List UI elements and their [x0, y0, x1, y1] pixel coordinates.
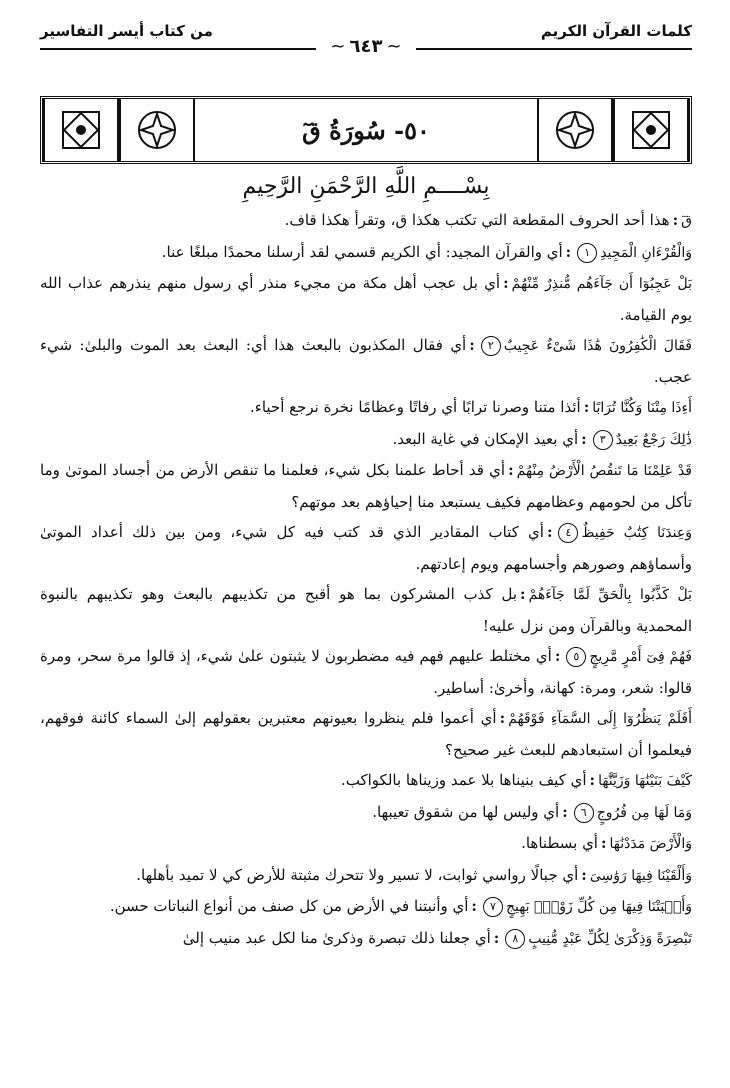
explanation-text: أي بسطناها.: [521, 834, 598, 852]
tafsir-entry: بَلْ كَذَّبُوا بِالْحَقِّ لَمَّا جَآءَهُمْ:بل كذب المشركون بما هو أقبح من تكذيبهم بالبعث وهو تكذيبهم بالنبوة المحمدية وبالقرآن ومن نزل عليه!: [40, 585, 692, 635]
tafsir-entry: فَهُمْ فِىٓ أَمْرٍ مَّرِيجٍ٥:أي مختلط عليهم فهم فيه مضطربون لا يثبتون علىٰ شيء، إذ قالوا مرة سحر، ومرة قالوا: شعر، ومرة: كهانة، وأخرىٰ: أساطير.: [40, 647, 692, 697]
explanation-text: أي كيف بنيناها بلا عمد وزيناها بالكواكب.: [340, 771, 587, 789]
quran-phrase: بَلْ عَجِبُوٓا أَن جَآءَهُم مُّنذِرٌ مِّنْهُمْ: [511, 276, 692, 292]
quran-phrase: فَقَالَ الْكَٰفِرُونَ هَٰذَا شَىْءٌ عَجِيبٌ: [503, 338, 692, 354]
basmala: بِسْــــمِ اللَّهِ الرَّحْمَنِ الرَّحِيمِ: [242, 174, 490, 199]
tafsir-entry: قٓ:هذا أحد الحروف المقطعة التي تكتب هكذا ق، وتقرأ هكذا قاف.: [284, 211, 692, 229]
explanation-text: أي جبالًا رواسي ثوابت، لا تسير ولا تتحرك مثبتة للأرض كي لا تميد بأهلها.: [136, 865, 579, 884]
tafsir-entry: وَعِندَنَا كِتَٰبٌ حَفِيظٌ٤:أي كتاب المقادير الذي قد كتب فيه كل شيء، ومن بين ذلك أعداد الموتىٰ وأسماؤهم وصورهم وأجسامهم ويوم إعادتهم.: [40, 523, 692, 573]
tafsir-entry: وَأَنۢبَتْنَا فِيهَا مِن كُلِّ زَوْجٍۭ بَهِيجٍ٧:أي وأنبتنا في الأرض من كل صنف من أنواع النباتات حسن.: [109, 897, 692, 915]
explanation-text: أي فقال المكذبون بالبعث هذا أي: البعث بعد الموت والبلىٰ: شيء عجب.: [40, 336, 692, 386]
verse-number-icon: ٤: [558, 523, 578, 543]
explanation-text: أي وليس لها من شقوق تعيبها.: [372, 802, 560, 821]
quran-phrase: ذَٰلِكَ رَجْعٌ بَعِيدٌ: [615, 431, 692, 448]
explanation-text: أي جعلنا ذلك تبصرة وذكرىٰ منا لكل عبد منيب إلىٰ: [182, 928, 491, 947]
ornament-right-icon: [613, 99, 689, 161]
quran-phrase: تَبْصِرَةً وَذِكْرَىٰ لِكُلِّ عَبْدٍ مُّنِيبٍ: [528, 930, 692, 947]
verse-number-icon: ٥: [566, 647, 586, 667]
tafsir-entry: تَبْصِرَةً وَذِكْرَىٰ لِكُلِّ عَبْدٍ مُّنِيبٍ٨:أي جعلنا ذلك تبصرة وذكرىٰ منا لكل عبد منيب إلىٰ: [182, 928, 692, 947]
explanation-text: أي أعموا فلم ينظروا بعيونهم معتبرين بعقولهم إلىٰ السماء كائنة فوقهم، فيعلموا أن استبعادهم للبعث غير صحيح؟: [40, 709, 692, 759]
page: [40, 22, 692, 1072]
quran-phrase: وَمَا لَهَا مِن فُرُوجٍ: [596, 804, 692, 821]
verse-number-icon: ٦: [574, 803, 594, 823]
explanation-text: أي قد أحاط علمنا بكل شيء، فعلمنا ما تنقص الأرض من أجساد الموتىٰ وما تأكل من لحومهم وعظامهم فكيف يستبعد منا إحياؤهم بعد موتهم؟: [40, 461, 692, 511]
header-book-name: من كتاب أيسر التفاسير: [40, 22, 213, 40]
surah-banner: [40, 96, 692, 164]
ornament-inner-left-icon: [119, 99, 195, 161]
quran-phrase: أَفَلَمْ يَنظُرُوٓا إِلَى السَّمَآءِ فَوْقَهُمْ: [508, 711, 692, 727]
ornament-left-icon: [43, 99, 119, 161]
explanation-text: بل كذب المشركون بما هو أقبح من تكذيبهم بالبعث وهو تكذيبهم بالنبوة المحمدية وبالقرآن ومن نزل عليه!: [40, 585, 692, 635]
surah-title: ٥٠- سُورَةُ قٓ: [302, 115, 430, 145]
quran-phrase: فَهُمْ فِىٓ أَمْرٍ مَّرِيجٍ: [589, 649, 692, 665]
verse-number-icon: ٨: [505, 929, 525, 949]
tafsir-entry: كَيْفَ بَنَيْنَٰهَا وَزَيَّنَّٰهَا:أي كيف بنيناها بلا عمد وزيناها بالكواكب.: [340, 771, 692, 789]
quran-phrase: وَالْأَرْضَ مَدَدْنَٰهَا: [609, 836, 692, 852]
verse-number-icon: ١: [577, 243, 597, 263]
tafsir-entry: قَدْ عَلِمْنَا مَا تَنقُصُ الْأَرْضُ مِنْهُمْ:أي قد أحاط علمنا بكل شيء، فعلمنا ما تنقص الأرض من أجساد الموتىٰ وما تأكل من لحومهم وعظامهم فكيف يستبعد منا إحياؤهم بعد موتهم؟: [40, 461, 692, 511]
tafsir-entry: ذَٰلِكَ رَجْعٌ بَعِيدٌ٣:أي بعيد الإمكان في غاية البعد.: [392, 429, 692, 448]
verse-number-icon: ٣: [593, 430, 613, 450]
quran-phrase: كَيْفَ بَنَيْنَٰهَا وَزَيَّنَّٰهَا: [598, 773, 692, 789]
tafsir-entry: فَقَالَ الْكَٰفِرُونَ هَٰذَا شَىْءٌ عَجِيبٌ٢:أي فقال المكذبون بالبعث هذا أي: البعث بعد الموت والبلىٰ: شيء عجب.: [40, 336, 692, 386]
quran-phrase: أَءِذَا مِتْنَا وَكُنَّا تُرَابًا: [592, 400, 692, 416]
verse-number-icon: ٧: [483, 897, 503, 917]
explanation-text: هذا أحد الحروف المقطعة التي تكتب هكذا ق، وتقرأ هكذا قاف.: [284, 211, 670, 229]
ornament-inner-right-icon: [537, 99, 613, 161]
tafsir-entry: وَمَا لَهَا مِن فُرُوجٍ٦:أي وليس لها من شقوق تعيبها.: [372, 802, 692, 821]
quran-phrase: قٓ: [681, 213, 692, 229]
explanation-text: أي بعيد الإمكان في غاية البعد.: [392, 429, 579, 448]
tafsir-entry: أَءِذَا مِتْنَا وَكُنَّا تُرَابًا:أئذا متنا وصرنا ترابًا أي رفاتًا وعظامًا نخرة نرجع أحياء.: [250, 398, 692, 416]
explanation-text: أي بل عجب أهل مكة من مجيء منذر أي رسول منهم ينذرهم عذاب الله يوم القيامة.: [40, 274, 692, 324]
quran-phrase: قَدْ عَلِمْنَا مَا تَنقُصُ الْأَرْضُ مِنْهُمْ: [516, 463, 692, 479]
tafsir-entry: وَأَلْقَيْنَا فِيهَا رَوَٰسِىَ:أي جبالًا رواسي ثوابت، لا تسير ولا تتحرك مثبتة للأرض كي لا تميد بأهلها.: [136, 865, 692, 884]
tafsir-body: [40, 205, 692, 954]
explanation-text: أي كتاب المقادير الذي قد كتب فيه كل شيء، ومن بين ذلك أعداد الموتىٰ وأسماؤهم وصورهم وأجسامهم ويوم إعادتهم.: [40, 523, 692, 573]
tafsir-entry: وَالْأَرْضَ مَدَدْنَٰهَا:أي بسطناها.: [521, 834, 692, 852]
quran-phrase: وَأَلْقَيْنَا فِيهَا رَوَٰسِىَ: [589, 867, 692, 884]
surah-title-panel: [195, 99, 537, 161]
explanation-text: أي وأنبتنا في الأرض من كل صنف من أنواع النباتات حسن.: [109, 897, 469, 915]
explanation-text: أي والقرآن المجيد: أي الكريم قسمي لقد أرسلنا محمدًا مبلغًا عنا.: [161, 242, 563, 261]
quran-phrase: وَالْقُرْءَانِ الْمَجِيدِ: [600, 244, 692, 261]
tafsir-entry: أَفَلَمْ يَنظُرُوٓا إِلَى السَّمَآءِ فَوْقَهُمْ:أي أعموا فلم ينظروا بعيونهم معتبرين بعقولهم إلىٰ السماء كائنة فوقهم، فيعلموا أن استبعادهم للبعث غير صحيح؟: [40, 709, 692, 759]
tafsir-entry: بَلْ عَجِبُوٓا أَن جَآءَهُم مُّنذِرٌ مِّنْهُمْ:أي بل عجب أهل مكة من مجيء منذر أي رسول منهم ينذرهم عذاب الله يوم القيامة.: [40, 274, 692, 324]
explanation-text: أئذا متنا وصرنا ترابًا أي رفاتًا وعظامًا نخرة نرجع أحياء.: [250, 398, 581, 416]
tafsir-entry: وَالْقُرْءَانِ الْمَجِيدِ١:أي والقرآن المجيد: أي الكريم قسمي لقد أرسلنا محمدًا مبلغًا عنا.: [161, 242, 692, 261]
header-title: كلمات القرآن الكريم: [540, 22, 692, 40]
explanation-text: أي مختلط عليهم فهم فيه مضطربون لا يثبتون علىٰ شيء، إذ قالوا مرة سحر، ومرة قالوا: شعر، ومرة: كهانة، وأخرىٰ: أساطير.: [40, 647, 692, 697]
page-number: ~ ٦٤٣ ~: [40, 36, 692, 57]
quran-phrase: بَلْ كَذَّبُوا بِالْحَقِّ لَمَّا جَآءَهُمْ: [528, 587, 692, 603]
verse-number-icon: ٢: [481, 336, 501, 356]
quran-phrase: وَعِندَنَا كِتَٰبٌ حَفِيظٌ: [581, 525, 692, 541]
running-header: [40, 22, 692, 57]
quran-phrase: وَأَنۢبَتْنَا فِيهَا مِن كُلِّ زَوْجٍۭ بَهِيجٍ: [505, 899, 692, 915]
